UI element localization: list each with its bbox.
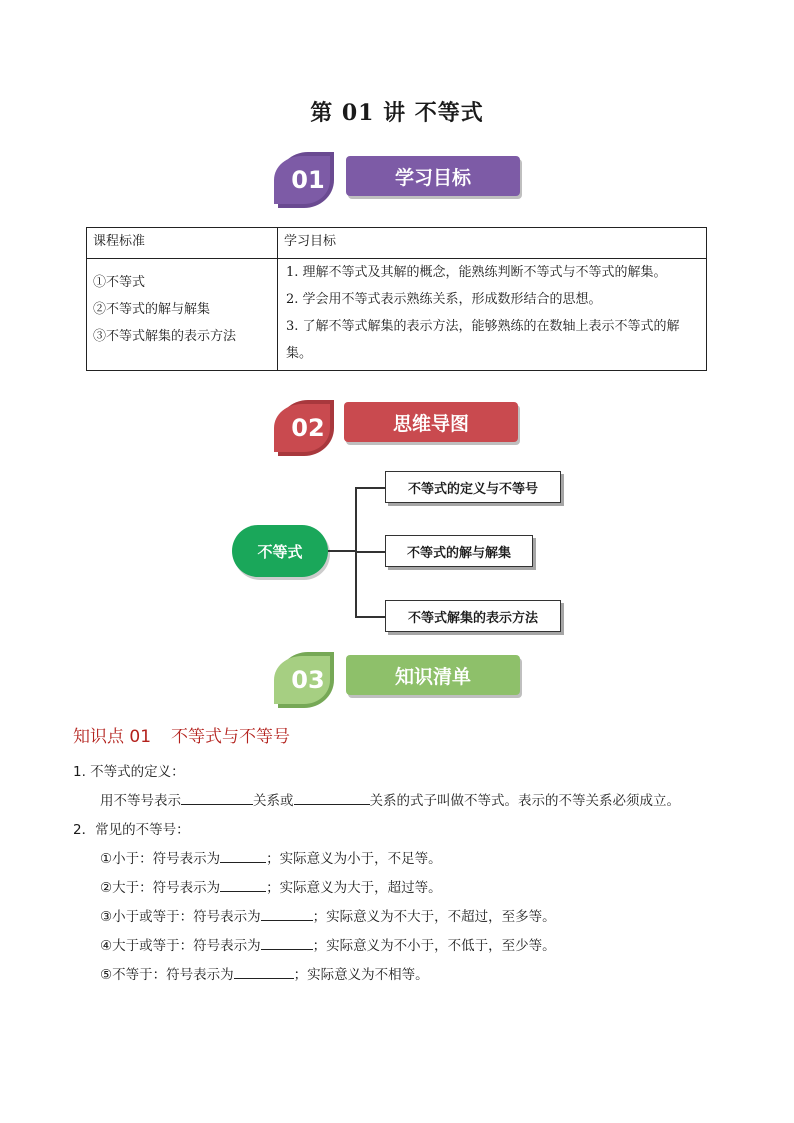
list-item: 2. 学会用不等式表示熟练关系，形成数形结合的思想。 [286,292,602,307]
list-item [100,905,556,925]
objectives-table [86,227,707,371]
knowledge-point-name: 不等式与不等号 [171,727,291,747]
definition-text: 关系或 [253,793,294,809]
fill-blank [261,908,313,921]
section-03-number: 03 [291,666,325,694]
mindmap-connector [355,616,385,618]
symbol-text: ①小于：符号表示为 [100,851,221,867]
symbol-text: ④大于或等于：符号表示为 [100,938,261,954]
page-title: 第 01 讲 不等式 [310,100,484,126]
symbol-text: ②大于：符号表示为 [100,880,221,896]
meaning-text: ；实际意义为小于，不足等。 [266,851,442,867]
section-03-banner: 知识清单 [346,655,520,695]
list-item: ③不等式解集的表示方法 [93,329,237,344]
table-header-row [87,228,707,259]
mindmap-node: 不等式解集的表示方法 [385,600,561,632]
fill-blank [261,937,313,950]
list-item: 1. 理解不等式及其解的概念，能熟练判断不等式与不等式的解集。 [286,265,667,280]
meaning-text: ；实际意义为不相等。 [293,967,429,983]
section-02-banner: 思维导图 [344,402,518,442]
meaning-text: ；实际意义为不小于，不低于，至少等。 [312,938,556,954]
list-item [100,934,556,954]
symbol-text: ③小于或等于：符号表示为 [100,909,261,925]
meaning-text: ；实际意义为大于，超过等。 [266,880,442,896]
list-item [100,847,442,867]
list-item: 3. 了解不等式解集的表示方法，能够熟练的在数轴上表示不等式的解 [286,319,680,334]
list-item: ①不等式 [93,275,146,290]
meaning-text: ；实际意义为不大于，不超过，至多等。 [312,909,556,925]
section-01-banner: 学习目标 [346,156,520,196]
mindmap-root: 不等式 [232,525,328,577]
fill-blank [181,792,253,805]
section-02-number: 02 [291,414,325,442]
list-item: 集。 [286,346,313,361]
fill-blank [294,792,370,805]
section-02-badge [270,398,336,458]
item-1-heading: 1. 不等式的定义： [73,764,185,780]
section-03-badge [270,650,336,710]
item-1-definition [100,789,680,809]
standards-cell [87,259,278,371]
item-2-heading: 2．常见的不等号： [73,822,190,838]
fill-blank [220,850,266,863]
definition-text: 用不等号表示 [100,793,181,809]
symbol-text: ⑤不等于：符号表示为 [100,967,234,983]
mindmap-connector [355,487,385,489]
list-item [100,876,442,896]
section-01-badge [270,150,336,210]
table-header: 学习目标 [278,228,707,259]
mindmap-node: 不等式的解与解集 [385,535,533,567]
list-item: ②不等式的解与解集 [93,302,211,317]
table-header: 课程标准 [87,228,278,259]
mindmap-connector [355,551,385,553]
mindmap-node: 不等式的定义与不等号 [385,471,561,503]
knowledge-point-label: 知识点 01 [73,727,152,747]
section-01-number: 01 [291,166,325,194]
fill-blank [234,966,294,979]
mindmap-connector [328,550,356,552]
fill-blank [220,879,266,892]
goals-cell [278,259,707,371]
definition-text: 关系的式子叫做不等式。表示的不等关系必须成立。 [369,793,680,809]
table-row [87,259,707,371]
knowledge-point-title [73,722,290,747]
list-item [100,963,429,983]
